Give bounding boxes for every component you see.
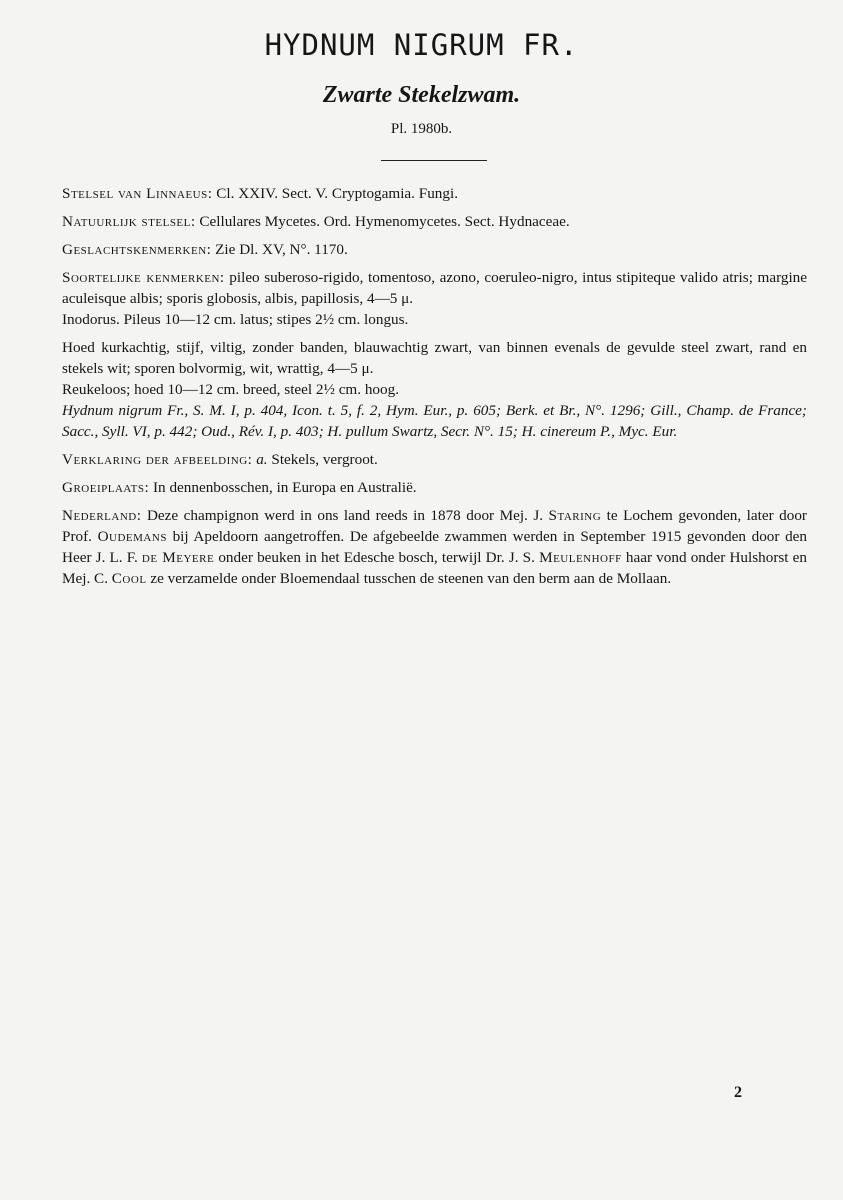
habitat [62,477,807,498]
genus-label: Geslachtskenmerken: [62,241,212,258]
netherlands-text-5: haar vond onder Hulshorst en Mej. C. [62,549,807,587]
species-characteristics [62,267,807,309]
netherlands-text-6: ze verzamelde onder Bloemendaal tusschen de steenen van den berm aan de Mollaan. [146,570,672,587]
natural-text: Cellulares Mycetes. Ord. Hymenomycetes. Sect. Hydnaceae. [195,213,570,230]
document-body [62,183,807,589]
netherlands-label: Nederland: [62,507,142,524]
person-name-de-meyere: de Meyere [141,549,215,566]
latin-size: Inodorus. Pileus 10—12 cm. latus; stipes 2½ cm. longus. [62,311,409,328]
person-name-staring: Staring [548,507,602,524]
plate-number: Pl. 1980b. [390,121,453,137]
explanation-text: Stekels, vergroot. [267,451,378,468]
explanation-letter: a. [256,451,268,468]
dutch-size: Reukeloos; hoed 10—12 cm. breed, steel 2½ cm. hoog. [62,381,400,398]
habitat-label: Groeiplaats: [62,479,150,496]
title-rule [381,160,487,161]
habitat-text: In dennenbosschen, in Europa en Australië. [149,479,417,496]
netherlands-text-2: te Lochem gevonden, later door Prof. [62,507,807,545]
explanation-label: Verklaring der afbeelding: [62,451,253,468]
netherlands-text-4: onder beuken in het Edesche bosch, terwijl Dr. J. S. [214,549,540,566]
natural-label: Natuurlijk stelsel: [62,213,196,230]
page-title: HYDNUM NIGRUM FR. [264,28,579,62]
netherlands-text-1: Deze champignon werd in ons land reeds in 1878 door Mej. J. [141,507,549,524]
literature-references: Hydnum nigrum Fr., S. M. I, p. 404, Icon. t. 5, f. 2, Hym. Eur., p. 605; Berk. et Br., N°. 1296; Gill., Champ. de France; Sacc., Syll. VI, p. 442; Oud., Rév. I, p. 403; H. pullum Swartz, Secr. N°. 15; H. cinereum P., Myc. Eur. [62,402,807,440]
species-text: pileo suberoso-rigido, tomentoso, azono, coeruleo-nigro, intus stipiteque valido atris; margine aculeisque albis; sporis globosis, albis, papillosis, 4—5 μ. [62,269,808,307]
linnaeus-text: Cl. XXIV. Sect. V. Cryptogamia. Fungi. [212,185,458,202]
genus-text: Zie Dl. XV, N°. 1170. [211,241,348,258]
person-name-meulenhoff: Meulenhoff [539,549,622,566]
genus-characteristics [62,239,807,260]
dutch-description: Hoed kurkachtig, stijf, viltig, zonder banden, blauwachtig zwart, van binnen evenals de gevulde steel zwart, rand en stekels wit; sporen bolvormig, wit, wrattig, 4—5 μ. [62,339,807,377]
natural-system [62,211,807,232]
page-subtitle: Zwarte Stekelzwam. [322,82,521,108]
species-label: Soortelijke kenmerken: [62,269,225,286]
netherlands-text-3: bij Apeldoorn aangetroffen. De afgebeelde zwammen werden in September 1915 gevonden door den Heer J. L. F. [62,528,807,566]
page-number: 2 [734,1084,742,1101]
linnaeus-system [62,183,807,204]
person-name-oudemans: Oudemans [97,528,167,545]
figure-explanation [62,449,807,470]
netherlands-occurrence [62,505,807,589]
person-name-cool: Cool [111,570,147,587]
linnaeus-label: Stelsel van Linnaeus: [62,185,213,202]
